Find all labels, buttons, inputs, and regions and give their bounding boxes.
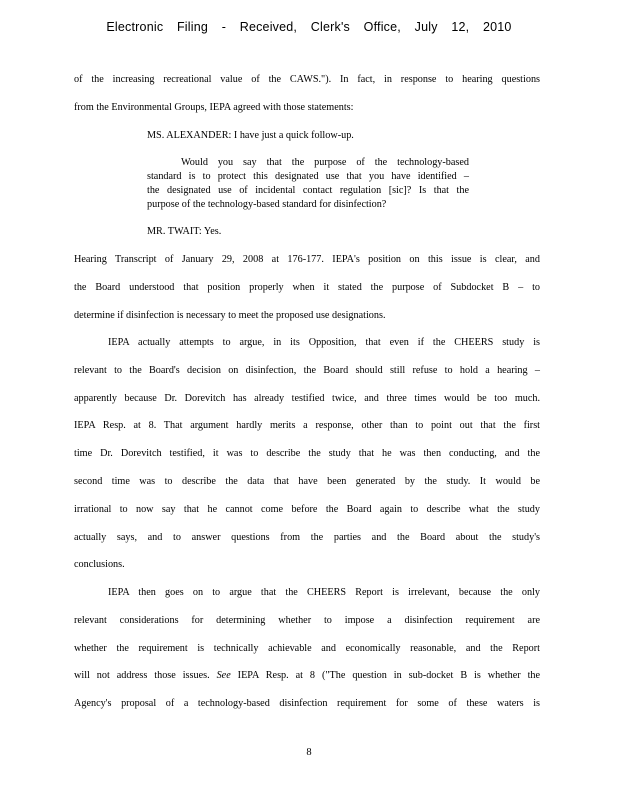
body-line: apparently because Dr. Dorevitch has already testified twice, and three times would be too much. — [74, 393, 540, 404]
transcript-quote-line: the designated use of incidental contact regulation [sic]? Is that the — [147, 185, 469, 196]
body-line: conclusions. — [74, 559, 125, 570]
body-line: determine if disinfection is necessary to meet the proposed use designations. — [74, 310, 386, 321]
body-line: of the increasing recreational value of the CAWS."). In fact, in response to hearing questions — [74, 74, 540, 85]
body-line: second time was to describe the data that have been generated by the study. It would be — [74, 476, 540, 487]
page-number: 8 — [306, 747, 312, 758]
body-line: IEPA Resp. at 8. That argument hardly merits a response, other than to point out that the first — [74, 420, 540, 431]
body-text-fragment: will not address those issues. — [74, 670, 210, 681]
filing-header: Electronic Filing - Received, Clerk's Office, July 12, 2010 — [106, 20, 512, 34]
transcript-quote-line: standard is to protect this designated use that you have identified – — [147, 171, 469, 182]
transcript-speaker-line: MS. ALEXANDER: I have just a quick follow-up. — [147, 130, 354, 141]
body-line: whether the requirement is technically achievable and economically reasonable, and the Report — [74, 643, 540, 654]
body-line: IEPA actually attempts to argue, in its Opposition, that even if the CHEERS study is — [108, 337, 540, 348]
body-line: relevant considerations for determining whether to impose a disinfection requirement are — [74, 615, 540, 626]
body-line: the Board understood that position properly when it stated the purpose of Subdocket B – to — [74, 282, 540, 293]
body-text-fragment: IEPA Resp. at 8 ("The question in sub-docket B is whether the — [237, 670, 541, 681]
transcript-quote-line: Would you say that the purpose of the technology-based — [181, 157, 469, 168]
transcript-answer-line: MR. TWAIT: Yes. — [147, 226, 222, 237]
body-line: from the Environmental Groups, IEPA agreed with those statements: — [74, 102, 354, 113]
body-line: irrational to now say that he cannot come before the Board again to describe what the study — [74, 504, 540, 515]
see-signal: See — [216, 670, 231, 681]
body-line: IEPA then goes on to argue that the CHEERS Report is irrelevant, because the only — [108, 587, 540, 598]
transcript-quote-line: purpose of the technology-based standard for disinfection? — [147, 199, 387, 210]
body-line: time Dr. Dorevitch testified, it was to describe the study that he was then conducting, and the — [74, 448, 540, 459]
body-line-with-citation — [74, 670, 540, 682]
body-line: relevant to the Board's decision on disinfection, the Board should still refuse to hold a hearing – — [74, 365, 540, 376]
body-line: Hearing Transcript of January 29, 2008 at 176-177. IEPA's position on this issue is clear, and — [74, 254, 540, 265]
body-line: Agency's proposal of a technology-based disinfection requirement for some of these waters is — [74, 698, 540, 709]
body-line: actually says, and to answer questions from the parties and the Board about the study's — [74, 532, 540, 543]
